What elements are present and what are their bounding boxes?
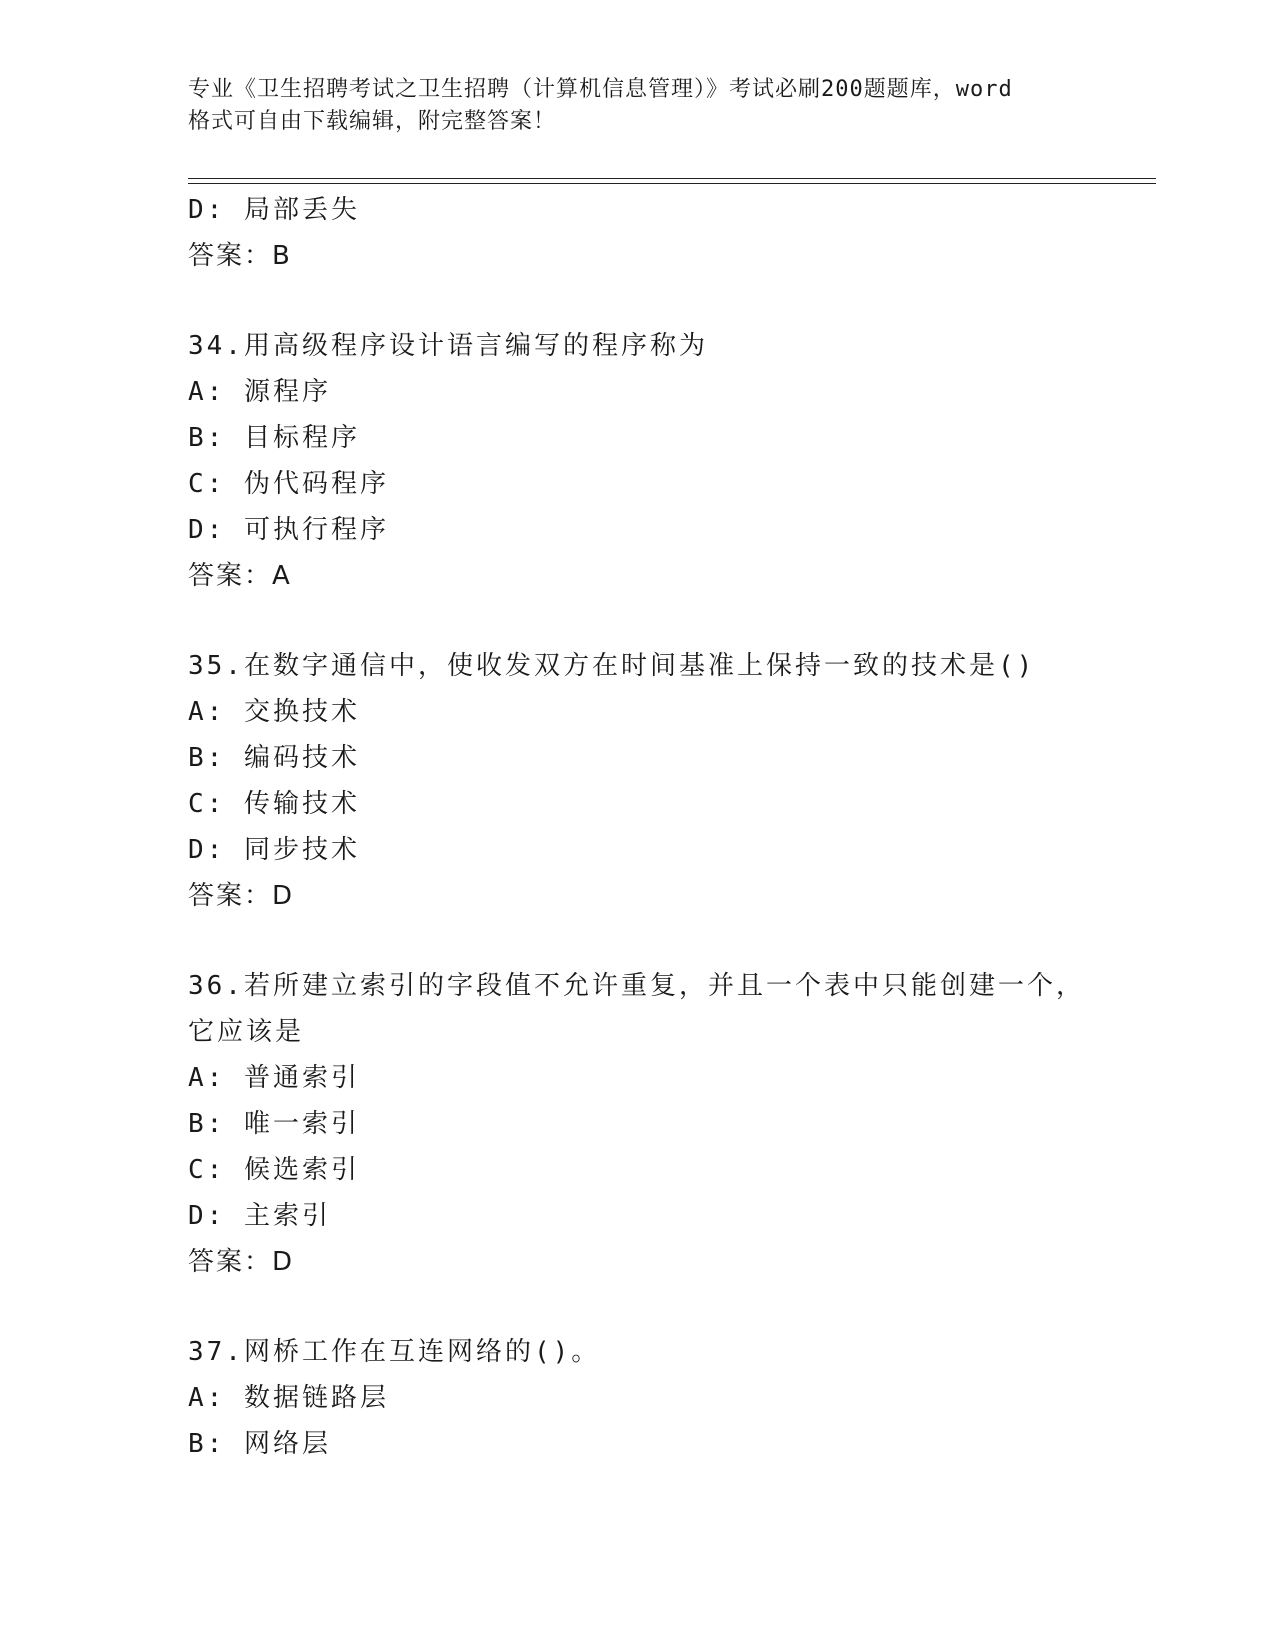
option-d: D: 局部丢失	[188, 195, 360, 225]
question-34	[188, 323, 1148, 599]
answer-line: 答案：D	[188, 1247, 295, 1277]
header-divider-bottom	[188, 183, 1156, 184]
option-d: D: 可执行程序	[188, 515, 389, 545]
question-37	[188, 1329, 1148, 1467]
option-d: D: 同步技术	[188, 835, 360, 865]
option-d: D: 主索引	[188, 1201, 331, 1231]
option-b: B: 网络层	[188, 1429, 331, 1459]
option-b: B: 目标程序	[188, 423, 360, 453]
header-title-line-2: 格式可自由下载编辑，附完整答案！	[188, 109, 557, 134]
option-a: A: 普通索引	[188, 1063, 360, 1093]
question-stem-line-1: 36.若所建立索引的字段值不允许重复，并且一个表中只能创建一个，	[188, 971, 1085, 1001]
question-stem: 37.网桥工作在互连网络的()。	[188, 1337, 601, 1367]
option-c: C: 伪代码程序	[188, 469, 389, 499]
spacer	[188, 279, 1148, 323]
question-36	[188, 963, 1148, 1285]
option-c: C: 传输技术	[188, 789, 360, 819]
question-stem-line-2: 它应该是	[188, 1017, 305, 1047]
question-stem: 34.用高级程序设计语言编写的程序称为	[188, 331, 708, 361]
option-b: B: 编码技术	[188, 743, 360, 773]
spacer	[188, 1285, 1148, 1329]
option-a: A: 源程序	[188, 377, 331, 407]
answer-line: 答案：B	[188, 241, 292, 271]
document-header	[188, 74, 1088, 138]
question-stem: 35.在数字通信中，使收发双方在时间基准上保持一致的技术是()	[188, 651, 1036, 681]
header-title-line-1: 专业《卫生招聘考试之卫生招聘（计算机信息管理）》考试必刷200题题库，word	[188, 77, 1013, 102]
answer-line: 答案：D	[188, 881, 295, 911]
answer-line: 答案：A	[188, 561, 292, 591]
spacer	[188, 599, 1148, 643]
header-divider-top	[188, 178, 1156, 179]
previous-question-tail	[188, 187, 1148, 279]
option-a: A: 交换技术	[188, 697, 360, 727]
option-a: A: 数据链路层	[188, 1383, 389, 1413]
option-b: B: 唯一索引	[188, 1109, 360, 1139]
option-c: C: 候选索引	[188, 1155, 360, 1185]
question-35	[188, 643, 1148, 919]
question-list	[188, 187, 1148, 1467]
spacer	[188, 919, 1148, 963]
